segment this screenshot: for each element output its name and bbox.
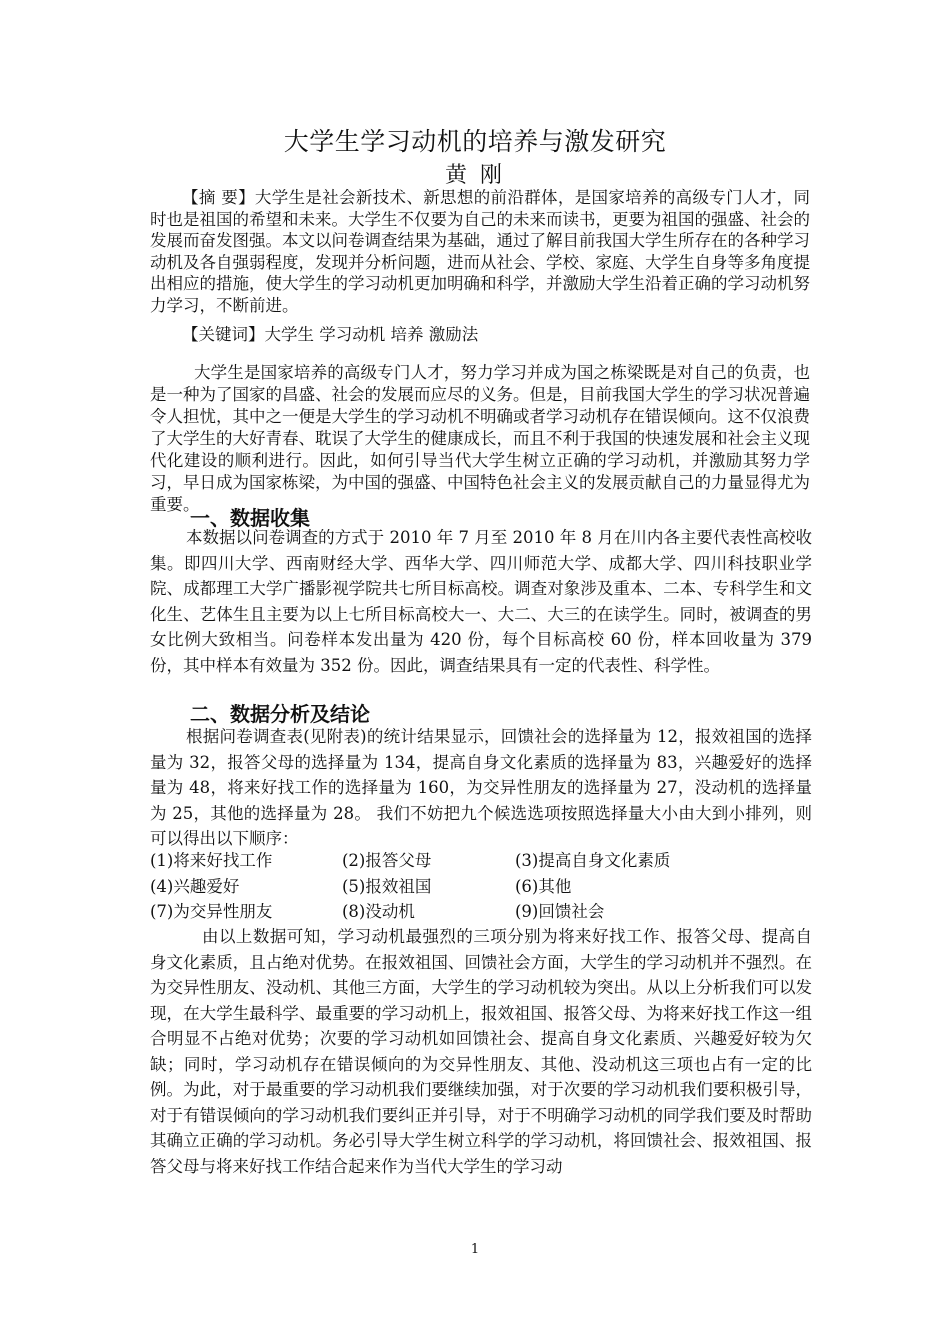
ranking-item: (9)回馈社会 [515, 902, 605, 921]
abstract-paragraph: 【摘 要】大学生是社会新技术、新思想的前沿群体，是国家培养的高级专门人才，同时也是祖国的希望和未来。大学生不仅要为自己的未来而读书，更要为祖国的强盛、社会的发展而奋发图强。本文以问卷调查结果为基础，通过了解目前我国大学生所存在的各种学习动机及各自强弱程度，发现并分析问题，进而从社会、学校、家庭、大学生自身等多角度提出相应的措施，使大学生的学习动机更加明确和科学，并激励大学生沿着正确的学习动机努力学习，不断前进。 [150, 188, 810, 315]
ranking-row [150, 899, 810, 925]
section-body-data-collection: 本数据以问卷调查的方式于 2010 年 7 月至 2010 年 8 月在川内各主要代表性高校收集。即四川大学、西南财经大学、西华大学、四川师范大学、成都大学、四川科技职业学院、成都理工大学广播影视学院共七所目标高校。调查对象涉及重本、二本、专科学生和文化生、艺体生且主要为以上七所目标高校大一、大二、大三的在读学生。同时，被调查的男女比例大致相当。问卷样本发出量为 420 份，每个目标高校 60 份，样本回收量为 379 份，其中样本有效量为 352 份。因此，调查结果具有一定的代表性、科学性。 [150, 528, 812, 675]
ranking-item: (5)报效祖国 [342, 876, 432, 896]
ranking-row [150, 874, 810, 900]
ranking-list [150, 848, 810, 925]
author-name: 黄 刚 [445, 163, 505, 188]
ranking-item: (1)将来好找工作 [150, 851, 273, 870]
keywords-line: 【关键词】大学生 学习动机 培养 激励法 [182, 325, 479, 344]
ranking-row [150, 848, 810, 874]
ranking-item: (6)其他 [515, 876, 572, 896]
page-number: 1 [470, 1242, 480, 1257]
conclusion-paragraph: 由以上数据可知，学习动机最强烈的三项分别为将来好找工作、报答父母、提高自身文化素质，且占绝对优势。在报效祖国、回馈社会方面，大学生的学习动机并不强烈。在为交异性朋友、没动机、其他三方面，大学生的学习动机较为突出。从以上分析我们可以发现，在大学生最科学、最重要的学习动机上，报效祖国、报答父母、为将来好找工作这一组合明显不占绝对优势；次要的学习动机如回馈社会、提高自身文化素质、兴趣爱好较为欠缺；同时，学习动机存在错误倾向的为交异性朋友、其他、没动机这三项也占有一定的比例。为此，对于最重要的学习动机我们要继续加强，对于次要的学习动机我们要积极引导，对于有错误倾向的学习动机我们要纠正并引导，对于不明确学习动机的同学我们要及时帮助其确立正确的学习动机。务必引导大学生树立科学的学习动机，将回馈社会、报效祖国、报答父母与将来好找工作结合起来作为当代大学生的学习动 [150, 927, 812, 1176]
document-title: 大学生学习动机的培养与激发研究 [283, 127, 667, 156]
ranking-item: (8)没动机 [342, 902, 415, 921]
ranking-item: (3)提高自身文化素质 [515, 851, 671, 870]
intro-paragraph: 大学生是国家培养的高级专门人才，努力学习并成为国之栋梁既是对自己的负责，也是一种为了国家的昌盛、社会的发展而应尽的义务。但是，目前我国大学生的学习状况普遍令人担忧，其中之一便是大学生的学习动机不明确或者学习动机存在错误倾向。这不仅浪费了大学生的大好青春、耽误了大学生的健康成长，而且不利于我国的快速发展和社会主义现代化建设的顺利进行。因此，如何引导当代大学生树立正确的学习动机，并激励其努力学习，早日成为国家栋梁，为中国的强盛、中国特色社会主义的发展贡献自己的力量显得尤为重要。 [150, 363, 810, 514]
ranking-item: (7)为交异性朋友 [150, 902, 273, 921]
ranking-item: (2)报答父母 [342, 851, 432, 870]
ranking-item: (4)兴趣爱好 [150, 876, 240, 896]
section-heading-data-collection: 一、数据收集 [190, 506, 310, 530]
section-heading-analysis: 二、数据分析及结论 [190, 702, 370, 726]
section-body-analysis: 根据问卷调查表(见附表)的统计结果显示，回馈社会的选择量为 12，报效祖国的选择量为 32，报答父母的选择量为 134，提高自身文化素质的选择量为 83，兴趣爱好的选择量为 48，将来好找工作的选择量为 160，为交异性朋友的选择量为 27，没动机的选择量为 25，其他的选择量为 28。 我们不妨把九个候选选项按照选择量大小由大到小排列，则可以得出以下顺序： [150, 727, 812, 848]
